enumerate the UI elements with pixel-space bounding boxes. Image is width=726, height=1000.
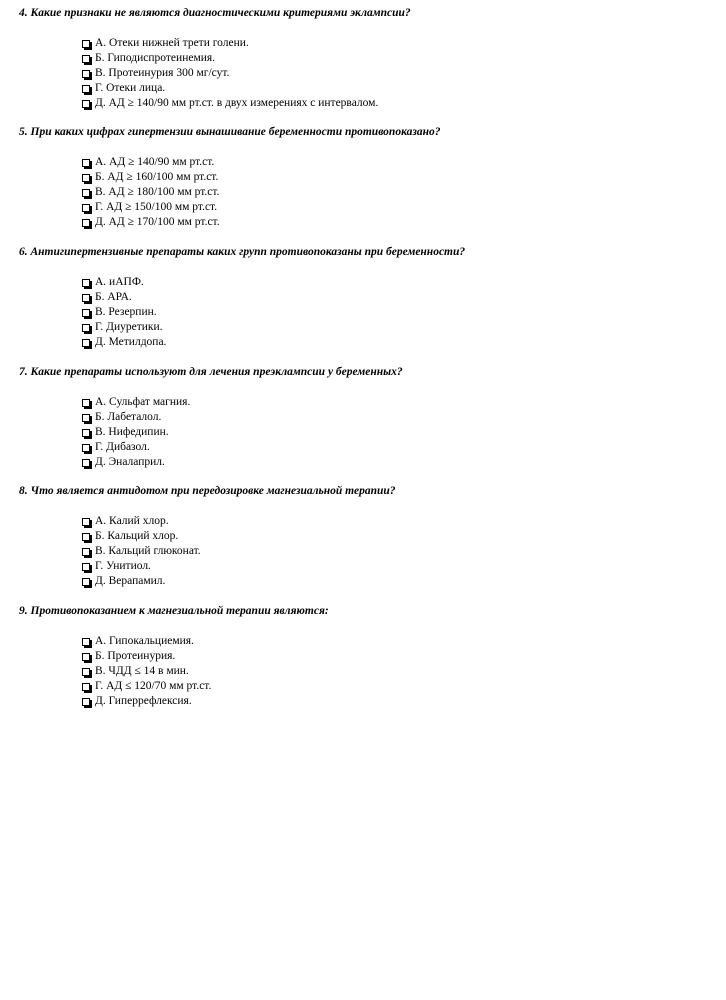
answer-option-b[interactable]	[82, 290, 166, 305]
answer-options	[82, 514, 201, 589]
answer-option-d[interactable]	[82, 574, 201, 589]
answer-option-label: Б. АД ≥ 160/100 мм рт.ст.	[95, 171, 219, 183]
answer-option-g[interactable]	[82, 440, 190, 455]
checkbox-icon[interactable]	[82, 55, 90, 63]
checkbox-icon[interactable]	[82, 279, 90, 287]
answer-option-label: В. АД ≥ 180/100 мм рт.ст.	[95, 186, 220, 198]
answer-option-label: Д. Эналаприл.	[95, 456, 165, 468]
checkbox-icon[interactable]	[82, 638, 90, 646]
question-title: 9. Противопоказанием к магнезиальной терапии являются:	[19, 605, 329, 617]
answer-option-label: Г. Диуретики.	[95, 321, 163, 333]
checkbox-icon[interactable]	[82, 219, 90, 227]
question-title: 8. Что является антидотом при передозировке магнезиальной терапии?	[19, 485, 396, 497]
answer-option-a[interactable]	[82, 514, 201, 529]
answer-option-label: А. Калий хлор.	[95, 515, 169, 527]
checkbox-icon[interactable]	[82, 309, 90, 317]
answer-option-label: Г. АД ≥ 150/100 мм рт.ст.	[95, 201, 218, 213]
answer-option-label: Б. Кальций хлор.	[95, 530, 179, 542]
checkbox-icon[interactable]	[82, 399, 90, 407]
checkbox-icon[interactable]	[82, 668, 90, 676]
answer-option-g[interactable]	[82, 320, 166, 335]
checkbox-icon[interactable]	[82, 429, 90, 437]
answer-options	[82, 155, 220, 230]
question-title: 7. Какие препараты используют для лечения преэклампсии у беременных?	[19, 366, 403, 378]
answer-option-label: А. Отеки нижней трети голени.	[95, 37, 249, 49]
answer-option-label: В. Нифедипин.	[95, 426, 169, 438]
answer-option-b[interactable]	[82, 529, 201, 544]
answer-option-label: Г. Унитиол.	[95, 560, 151, 572]
answer-option-label: А. иАПФ.	[95, 276, 144, 288]
answer-option-a[interactable]	[82, 155, 220, 170]
answer-options	[82, 275, 166, 350]
question-title: 4. Какие признаки не являются диагностическими критериями эклампсии?	[19, 7, 411, 19]
checkbox-icon[interactable]	[82, 70, 90, 78]
answer-option-g[interactable]	[82, 200, 220, 215]
answer-option-b[interactable]	[82, 170, 220, 185]
answer-option-d[interactable]	[82, 694, 211, 709]
checkbox-icon[interactable]	[82, 294, 90, 302]
answer-option-label: А. Гипокальциемия.	[95, 635, 194, 647]
answer-option-v[interactable]	[82, 425, 190, 440]
answer-option-d[interactable]	[82, 335, 166, 350]
answer-option-label: В. Протеинурия 300 мг/сут.	[95, 67, 230, 79]
answer-option-label: В. Кальций глюконат.	[95, 545, 201, 557]
answer-option-v[interactable]	[82, 305, 166, 320]
answer-option-a[interactable]	[82, 634, 211, 649]
checkbox-icon[interactable]	[82, 548, 90, 556]
checkbox-icon[interactable]	[82, 159, 90, 167]
answer-option-a[interactable]	[82, 395, 190, 410]
answer-option-label: Г. Дибазол.	[95, 441, 150, 453]
answer-option-label: Д. АД ≥ 170/100 мм рт.ст.	[95, 216, 220, 228]
answer-option-label: Д. Метилдопа.	[95, 336, 167, 348]
answer-option-d[interactable]	[82, 455, 190, 470]
answer-option-label: Д. Гиперрефлексия.	[95, 695, 192, 707]
answer-option-label: Б. АРА.	[95, 291, 132, 303]
checkbox-icon[interactable]	[82, 100, 90, 108]
answer-options	[82, 395, 190, 470]
answer-option-v[interactable]	[82, 544, 201, 559]
answer-option-label: А. Сульфат магния.	[95, 396, 191, 408]
checkbox-icon[interactable]	[82, 414, 90, 422]
answer-option-g[interactable]	[82, 559, 201, 574]
answer-option-v[interactable]	[82, 66, 378, 81]
checkbox-icon[interactable]	[82, 533, 90, 541]
answer-option-v[interactable]	[82, 664, 211, 679]
checkbox-icon[interactable]	[82, 518, 90, 526]
answer-option-label: В. ЧДД ≤ 14 в мин.	[95, 665, 189, 677]
answer-options	[82, 36, 378, 111]
checkbox-icon[interactable]	[82, 653, 90, 661]
answer-option-g[interactable]	[82, 81, 378, 96]
answer-option-label: Д. Верапамил.	[95, 575, 166, 587]
question-title: 5. При каких цифрах гипертензии вынашивание беременности противопоказано?	[19, 126, 441, 138]
answer-option-b[interactable]	[82, 649, 211, 664]
checkbox-icon[interactable]	[82, 324, 90, 332]
checkbox-icon[interactable]	[82, 174, 90, 182]
answer-options	[82, 634, 211, 709]
answer-option-label: Г. АД ≤ 120/70 мм рт.ст.	[95, 680, 212, 692]
checkbox-icon[interactable]	[82, 40, 90, 48]
answer-option-a[interactable]	[82, 36, 378, 51]
answer-option-v[interactable]	[82, 185, 220, 200]
answer-option-label: Д. АД ≥ 140/90 мм рт.ст. в двух измерениях с интервалом.	[95, 97, 379, 109]
answer-option-label: А. АД ≥ 140/90 мм рт.ст.	[95, 156, 215, 168]
checkbox-icon[interactable]	[82, 459, 90, 467]
answer-option-label: Б. Протеинурия.	[95, 650, 176, 662]
checkbox-icon[interactable]	[82, 578, 90, 586]
answer-option-b[interactable]	[82, 51, 378, 66]
checkbox-icon[interactable]	[82, 339, 90, 347]
answer-option-label: Б. Лабеталол.	[95, 411, 162, 423]
answer-option-label: Г. Отеки лица.	[95, 82, 166, 94]
checkbox-icon[interactable]	[82, 563, 90, 571]
answer-option-label: В. Резерпин.	[95, 306, 157, 318]
answer-option-g[interactable]	[82, 679, 211, 694]
answer-option-b[interactable]	[82, 410, 190, 425]
checkbox-icon[interactable]	[82, 444, 90, 452]
question-title: 6. Антигипертензивные препараты каких групп противопоказаны при беременности?	[19, 246, 466, 258]
checkbox-icon[interactable]	[82, 189, 90, 197]
checkbox-icon[interactable]	[82, 698, 90, 706]
answer-option-d[interactable]	[82, 96, 378, 111]
answer-option-d[interactable]	[82, 215, 220, 230]
checkbox-icon[interactable]	[82, 204, 90, 212]
answer-option-label: Б. Гиподиспротеинемия.	[95, 52, 216, 64]
checkbox-icon[interactable]	[82, 683, 90, 691]
checkbox-icon[interactable]	[82, 85, 90, 93]
answer-option-a[interactable]	[82, 275, 166, 290]
